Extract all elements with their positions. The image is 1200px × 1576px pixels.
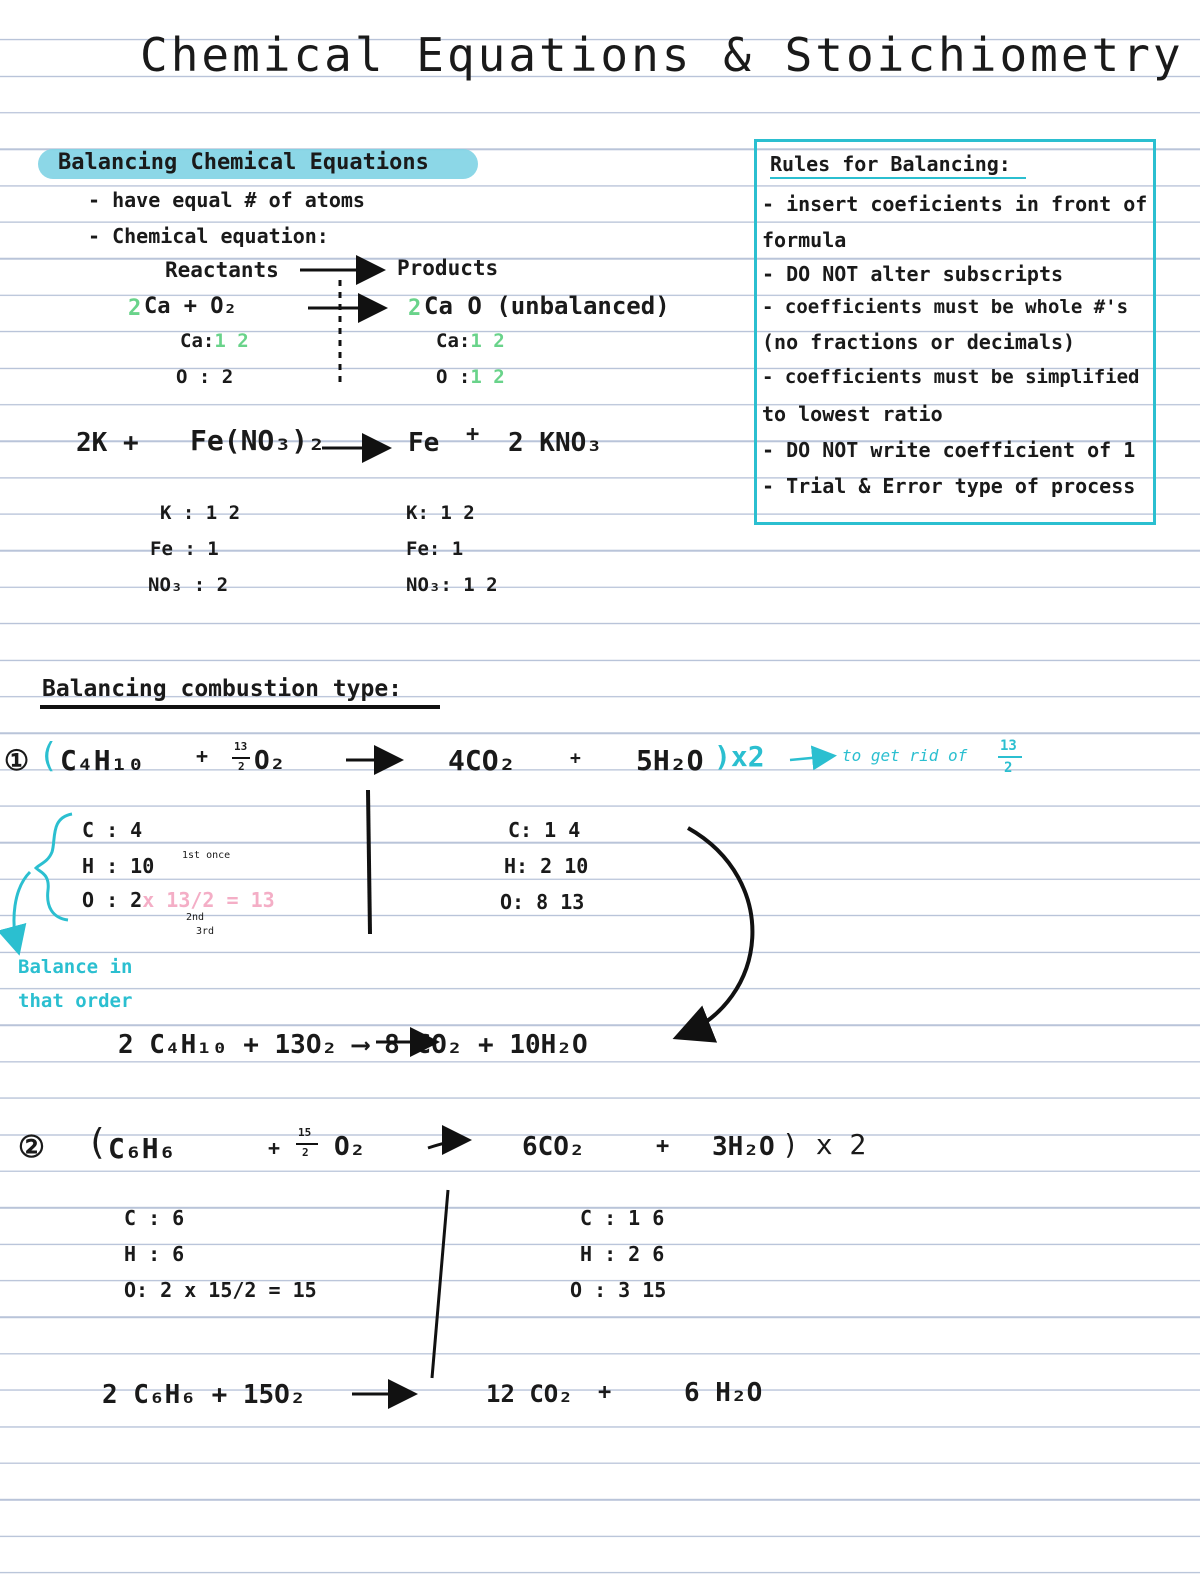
ex1-left-count: C : 4 — [82, 818, 143, 842]
ex1-plus1: + — [196, 744, 209, 768]
ex1-note-frac-den: 2 — [1004, 760, 1013, 776]
rules-heading-underline — [770, 177, 1026, 179]
ex2-final-left: 2 C₆H₆ + 15O₂ — [102, 1380, 306, 1410]
count-ca-right-value: 1 2 — [470, 330, 505, 352]
count-ca-right-label: Ca: — [436, 330, 471, 352]
ex2-o2-frac-den: 2 — [302, 1146, 309, 1159]
ex1-final-equation: 2 C₄H₁₀ + 13O₂ ⟶ 8 CO₂ + 10H₂O — [118, 1030, 588, 1060]
rule-line: - DO NOT alter subscripts — [762, 262, 1064, 286]
ex1-note: to get rid of — [842, 746, 968, 765]
count-o-right-label: O : — [436, 366, 471, 388]
ex2-multiplier: ) x 2 — [782, 1128, 867, 1161]
ex2-o-line: O: 2 x 15/2 = 15 — [124, 1278, 317, 1302]
ex2-final-product1: 12 CO₂ — [486, 1380, 573, 1408]
ex1-note-frac-num: 13 — [1000, 738, 1017, 754]
ex1-o2: O₂ — [254, 746, 286, 776]
ex2-o2: O₂ — [334, 1132, 366, 1162]
equation-right: Ca O (unbalanced) — [424, 292, 670, 320]
eq2-left-count: Fe : 1 — [150, 538, 219, 560]
ex1-left-count: H : 10 — [82, 854, 155, 878]
ex1-o-count: O : 2 — [82, 888, 143, 912]
teal-arrow — [790, 756, 832, 760]
ex1-product2: 5H₂O — [636, 744, 704, 777]
ex2-plus1: + — [268, 1136, 281, 1160]
ex2-number: ② — [18, 1130, 45, 1165]
eq2-left: 2K + — [76, 428, 139, 458]
coef-right: 2 — [408, 296, 422, 321]
teal-order-arrow — [14, 872, 30, 950]
rule-line: - coefficients must be whole #'s — [762, 296, 1129, 318]
ex2-product1: 6CO₂ — [522, 1132, 585, 1162]
count-ca-left-label: Ca: — [180, 330, 215, 352]
ex1-left-count-o — [82, 888, 275, 912]
ex1-o2-frac-num: 13 — [234, 740, 248, 753]
ex1-fuel: C₄H₁₀ — [60, 744, 145, 777]
eq2-product1: Fe — [408, 428, 440, 458]
eq2-reactant: Fe(NO₃)₂ — [190, 424, 325, 457]
ex1-multiplier: )x2 — [714, 740, 765, 773]
ex1-side-note: that order — [18, 990, 133, 1012]
ex2-fuel: C₆H₆ — [108, 1132, 176, 1165]
count-o-right — [436, 366, 505, 388]
count-o-left: O : 2 — [176, 366, 234, 388]
ex1-product1: 4CO₂ — [448, 744, 516, 777]
ex2-final-plus: + — [598, 1380, 612, 1405]
eq2-plus: + — [466, 422, 480, 447]
combustion-heading: Balancing combustion type: — [42, 676, 403, 702]
eq2-right-count: NO₃: 1 2 — [406, 574, 498, 596]
ex2-right-count: C : 1 6 — [580, 1206, 665, 1230]
ex1-annotation-2nd: 2nd — [186, 912, 205, 923]
reaction-arrow — [428, 1140, 466, 1148]
ex1-right-count: H: 2 10 — [504, 854, 589, 878]
ex1-paren: ( — [38, 736, 59, 776]
coef-left: 2 — [128, 296, 142, 321]
ex2-paren: ( — [86, 1122, 108, 1163]
rule-line: - coefficients must be simplified — [762, 366, 1140, 388]
ex1-number: ① — [4, 744, 30, 777]
ex1-right-count: O: 8 13 — [500, 890, 585, 914]
rule-line: (no fractions or decimals) — [762, 330, 1076, 354]
rule-line: - Trial & Error type of process — [762, 474, 1136, 498]
curved-arrow — [680, 828, 752, 1036]
eq2-product2: 2 KNO₃ — [508, 428, 602, 458]
ex2-o2-frac-num: 15 — [298, 1126, 312, 1139]
count-ca-left — [180, 330, 249, 352]
page-title: Chemical Equations & Stoichiometry — [140, 28, 1184, 82]
eq2-left-count: NO₃ : 2 — [148, 574, 229, 596]
ex1-annotation-3rd: 3rd — [196, 926, 215, 937]
ex2-final-product2: 6 H₂O — [684, 1378, 763, 1408]
reactants-label: Reactants — [165, 258, 279, 282]
combustion-heading-underline — [40, 705, 440, 709]
balancing-heading: Balancing Chemical Equations — [58, 150, 429, 175]
vertical-divider — [432, 1190, 448, 1378]
balancing-bullet-1: - have equal # of atoms — [88, 188, 365, 212]
rule-line: formula — [762, 228, 847, 252]
eq2-right-count: K: 1 2 — [406, 502, 475, 524]
vertical-divider — [368, 790, 370, 934]
ex2-product2: 3H₂O — [712, 1132, 775, 1162]
ex2-plus2: + — [656, 1134, 670, 1159]
rule-line: - DO NOT write coefficient of 1 — [762, 438, 1136, 462]
ex1-o-calc: x 13/2 = 13 — [142, 888, 275, 912]
ex1-annotation-1st: 1st once — [182, 850, 231, 861]
count-ca-left-value: 1 2 — [214, 330, 249, 352]
count-ca-right — [436, 330, 505, 352]
products-label: Products — [397, 256, 499, 280]
teal-brace — [36, 814, 72, 920]
ex1-o2-frac-den: 2 — [238, 760, 245, 773]
rule-line: to lowest ratio — [762, 402, 943, 426]
ex2-right-count: H : 2 6 — [580, 1242, 665, 1266]
eq2-right-count: Fe: 1 — [406, 538, 464, 560]
ex2-left-count: C : 6 — [124, 1206, 185, 1230]
balancing-bullet-2: - Chemical equation: — [88, 224, 329, 248]
ex1-plus2: + — [570, 748, 581, 769]
ex1-side-note: Balance in — [18, 956, 133, 978]
count-o-right-value: 1 2 — [470, 366, 505, 388]
rules-heading: Rules for Balancing: — [770, 152, 1011, 176]
eq2-left-count: K : 1 2 — [160, 502, 241, 524]
equation-left: Ca + O₂ — [144, 294, 237, 319]
ex2-right-count: O : 3 15 — [570, 1278, 667, 1302]
ex1-right-count: C: 1 4 — [508, 818, 581, 842]
rule-line: - insert coeficients in front of — [762, 192, 1148, 216]
ex2-left-count: H : 6 — [124, 1242, 185, 1266]
